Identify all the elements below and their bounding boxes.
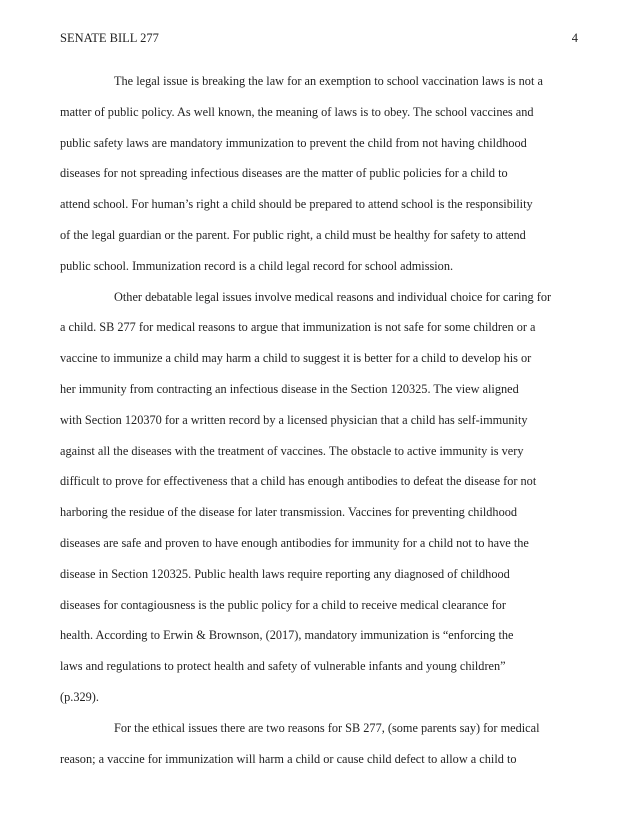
document-body	[60, 66, 578, 774]
text-line: of the legal guardian or the parent. For public right, a child must be healthy for safety to attend	[60, 227, 526, 242]
page-number: 4	[571, 31, 578, 45]
text-line: attend school. For human’s right a child should be prepared to attend school is the responsibility	[60, 197, 533, 212]
text-line: against all the diseases with the treatment of vaccines. The obstacle to active immunity is very	[60, 443, 524, 458]
text-line: with Section 120370 for a written record by a licensed physician that a child has self-immunity	[60, 412, 528, 427]
running-head: SENATE BILL 277	[60, 31, 159, 45]
text-line: difficult to prove for effectiveness that a child has enough antibodies to defeat the disease for not	[60, 474, 537, 489]
text-line: diseases for not spreading infectious diseases are the matter of public policies for a child to	[60, 166, 508, 181]
text-line: harboring the residue of the disease for later transmission. Vaccines for preventing childhood	[60, 505, 518, 520]
text-line: diseases are safe and proven to have enough antibodies for immunity for a child not to have the	[60, 535, 529, 550]
text-line: For the ethical issues there are two reasons for SB 277, (some parents say) for medical	[114, 720, 540, 735]
text-line: Other debatable legal issues involve medical reasons and individual choice for caring for	[114, 289, 552, 304]
text-line: laws and regulations to protect health and safety of vulnerable infants and young children”	[60, 659, 506, 674]
text-line: health. According to Erwin & Brownson, (2017), mandatory immunization is “enforcing the	[60, 628, 514, 643]
text-line: vaccine to immunize a child may harm a child to suggest it is better for a child to develop his or	[60, 351, 532, 366]
page-header	[60, 31, 578, 51]
text-line: her immunity from contracting an infectious disease in the Section 120325. The view aligned	[60, 381, 519, 396]
text-line: matter of public policy. As well known, the meaning of laws is to obey. The school vaccines and	[60, 104, 534, 119]
text-line: (p.329).	[60, 689, 99, 704]
text-line: a child. SB 277 for medical reasons to argue that immunization is not safe for some children or a	[60, 320, 536, 335]
text-line: public school. Immunization record is a child legal record for school admission.	[60, 258, 454, 273]
text-line: public safety laws are mandatory immunization to prevent the child from not having childhood	[60, 135, 527, 150]
text-line: diseases for contagiousness is the public policy for a child to receive medical clearance for	[60, 597, 506, 612]
text-line: The legal issue is breaking the law for an exemption to school vaccination laws is not a	[114, 74, 543, 88]
text-line: disease in Section 120325. Public health laws require reporting any diagnosed of childhood	[60, 566, 510, 581]
text-line: reason; a vaccine for immunization will harm a child or cause child defect to allow a child to	[60, 751, 517, 766]
